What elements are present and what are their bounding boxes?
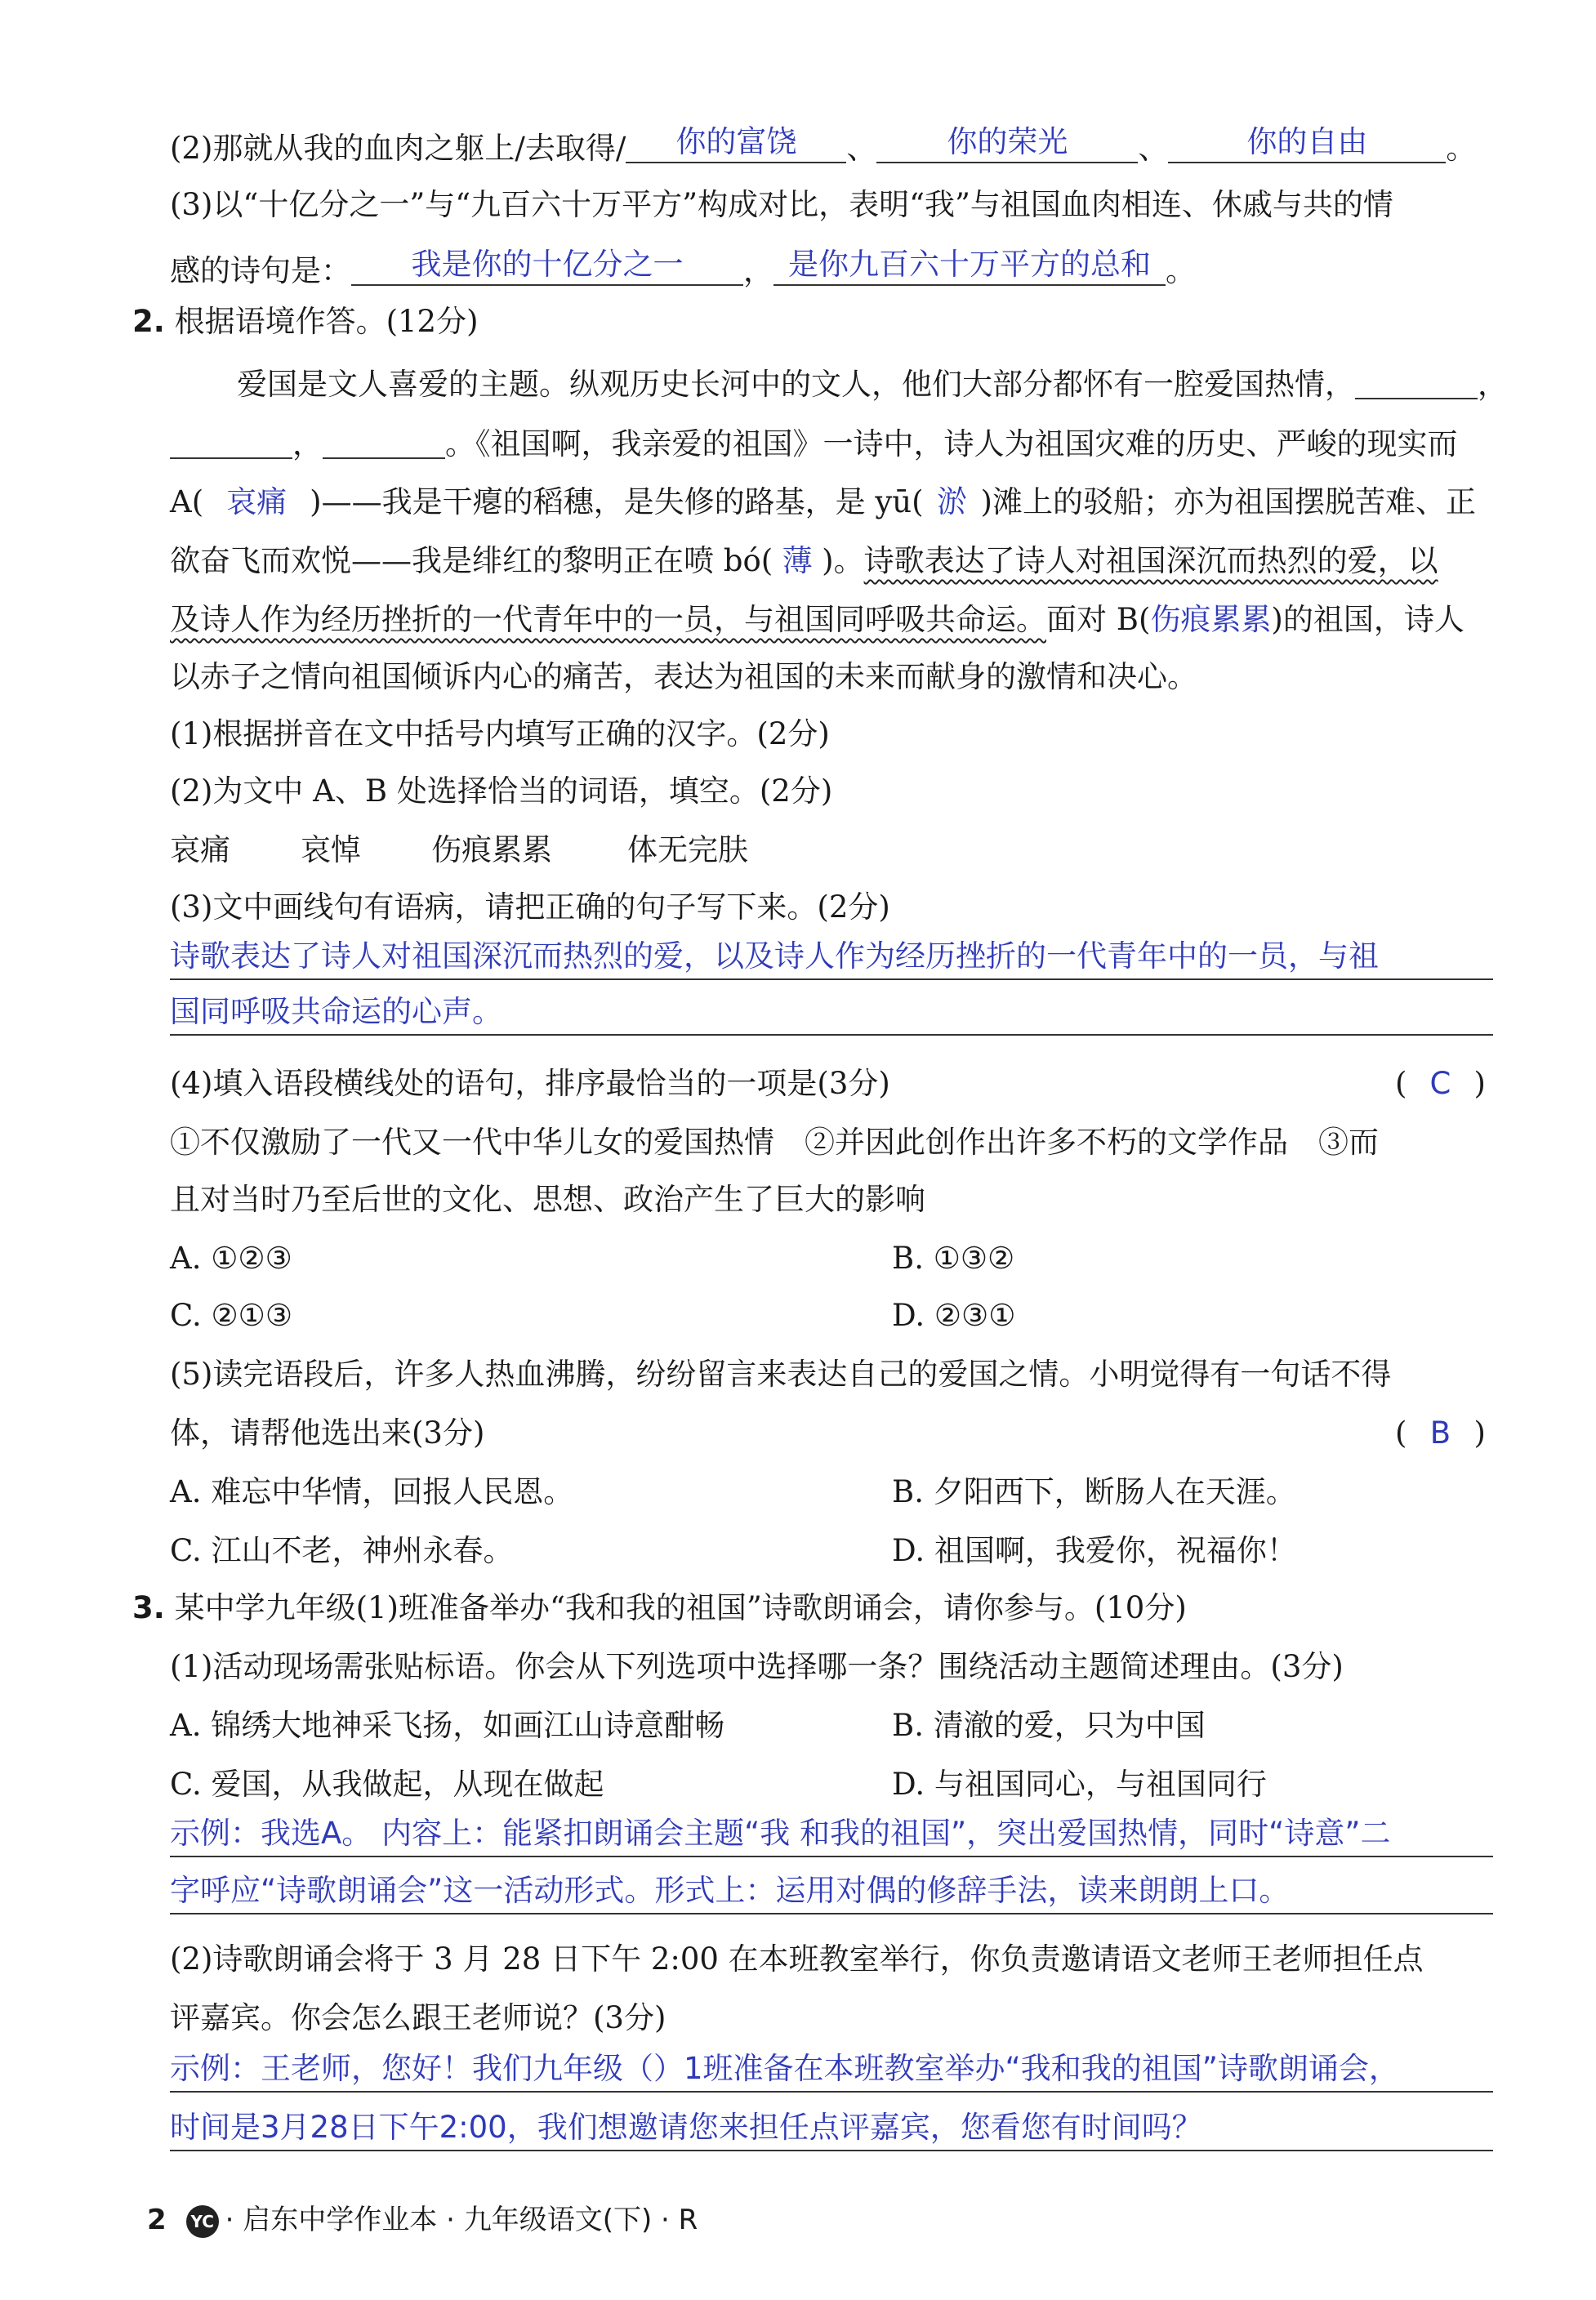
q2-sub4-choice[interactable]: C	[1429, 1066, 1451, 1101]
answer-rule	[170, 1913, 1493, 1914]
q2-para-line2	[170, 426, 1458, 461]
para-text: )滩上的驳船；亦为祖国摆脱苦难、正	[980, 484, 1476, 519]
q2-title-text: 根据语境作答。(12分)	[174, 304, 479, 339]
q3-sub2-answer-line1[interactable]: 示例：王老师，您好！我们九年级（）1班准备在本班教室举办“我和我的祖国”诗歌朗诵会，	[170, 2051, 1399, 2086]
q2-sub4-text-line1: ①不仅激励了一代又一代中华儿女的爱国热情 ②并因此创作出许多不朽的文学作品 ③而	[170, 1125, 1379, 1160]
option-c[interactable]: C. 爱国，从我做起，从现在做起	[170, 1767, 604, 1802]
q2-sub4-text-line2: 且对当时乃至后世的文化、思想、政治产生了巨大的影响	[170, 1182, 925, 1217]
q2-sub5-line2: 体，请帮他选出来(3分)	[170, 1415, 485, 1451]
word-option: 伤痕累累	[431, 832, 552, 867]
q1-p3-prefix: 感的诗句是：	[170, 253, 351, 289]
para-text: )——我是干瘪的稻穗，是失修的路基，是 yū(	[310, 484, 924, 519]
q3-sub1: (1)活动现场需张贴标语。你会从下列选项中选择哪一条？围绕活动主题简述理由。(3分)	[170, 1649, 1344, 1684]
sep: 、	[846, 131, 877, 167]
q2-sub3-answer-line2[interactable]: 国同呼吸共命运的心声。	[170, 994, 502, 1029]
q2-sub3: (3)文中画线句有语病，请把正确的句子写下来。(2分)	[170, 889, 890, 925]
option-c[interactable]: C. ②①③	[170, 1298, 293, 1333]
para-text: A(	[170, 484, 204, 519]
q2-word-list	[170, 832, 748, 867]
answer-rule	[170, 2091, 1493, 2093]
option-d[interactable]: D. 祖国啊，我爱你，祝福你！	[892, 1533, 1297, 1568]
q1-part2	[170, 123, 1477, 167]
q2-blank-3[interactable]	[323, 457, 445, 459]
q2-sub2: (2)为文中 A、B 处选择恰当的词语，填空。(2分)	[170, 773, 833, 809]
q3-sub1-answer-line2[interactable]: 字呼应“诗歌朗诵会”这一活动形式。形式上：运用对偶的修辞手法，读来朗朗上口。	[170, 1873, 1290, 1908]
sep: 、	[1138, 131, 1169, 167]
q3-title-text: 某中学九年级(1)班准备举办“我和我的祖国”诗歌朗诵会，请你参与。(10分)	[174, 1590, 1187, 1625]
para-text: 爱国是文人喜爱的主题。纵观历史长河中的文人，他们大部分都怀有一腔爱国热情，	[237, 367, 1355, 402]
q2-fill-bo[interactable]: 薄	[782, 543, 813, 578]
page-footer	[147, 2197, 698, 2238]
end-punct: 。	[1166, 253, 1196, 289]
sep: ，	[743, 253, 773, 289]
sep: ，	[1478, 367, 1508, 402]
para-text: )的祖国，诗人	[1271, 602, 1464, 637]
q2-para-line1	[237, 367, 1508, 402]
q2-fill-yu[interactable]: 淤	[937, 484, 968, 519]
answer-rule	[170, 2150, 1493, 2151]
q2-para-line6: 以赤子之情向祖国倾诉内心的痛苦，表达为祖国的未来而献身的激情和决心。	[170, 659, 1197, 694]
para-text: )。	[822, 543, 864, 578]
option-b[interactable]: B. 清澈的爱，只为中国	[892, 1708, 1206, 1743]
q3-number: 3.	[132, 1590, 165, 1625]
q2-sub5-choice[interactable]: B	[1429, 1415, 1451, 1451]
option-b[interactable]: B. 夕阳西下，断肠人在天涯。	[892, 1474, 1296, 1509]
end-punct: 。	[1446, 131, 1477, 167]
q2-blank-1[interactable]	[1355, 398, 1478, 399]
q2-fill-a[interactable]: 哀痛	[226, 484, 288, 519]
q1-p3-answer-1[interactable]: 我是你的十亿分之一	[351, 245, 743, 286]
para-text: 面对 B(	[1046, 602, 1151, 637]
word-option: 哀痛	[170, 832, 230, 867]
q3-sub2-line2: 评嘉宾。你会怎么跟王老师说？(3分)	[170, 2000, 666, 2035]
q2-sub4-answer-bracket: ( C )	[1395, 1066, 1486, 1101]
q2-para-line3	[170, 484, 1476, 519]
q1-part3-line2	[170, 245, 1196, 289]
q2-fill-b[interactable]: 伤痕累累	[1150, 602, 1272, 637]
option-a[interactable]: A. 锦绣大地神采飞扬，如画江山诗意酣畅	[170, 1708, 725, 1743]
q1-part3-line1: (3)以“十亿分之一”与“九百六十万平方”构成对比，表明“我”与祖国血肉相连、休戚与共的情	[170, 187, 1393, 222]
q2-para-line5	[170, 604, 1464, 635]
q2-sub1: (1)根据拼音在文中括号内填写正确的汉字。(2分)	[170, 716, 830, 751]
q2-number: 2.	[132, 304, 165, 339]
q2-sub4: (4)填入语段横线处的语句，排序最恰当的一项是(3分)	[170, 1066, 890, 1101]
option-d[interactable]: D. ②③①	[892, 1298, 1016, 1333]
q2-sub5-answer-bracket: ( B )	[1395, 1415, 1486, 1451]
q3-sub1-answer-line1[interactable]: 示例：我选A。 内容上：能紧扣朗诵会主题“我 和我的祖国”，突出爱国热情，同时“诗意”二	[170, 1816, 1391, 1851]
q1-answer-3[interactable]: 你的自由	[1168, 123, 1446, 163]
q2-para-line4	[170, 543, 1438, 578]
option-d[interactable]: D. 与祖国同心，与祖国同行	[892, 1767, 1267, 1802]
q3-title	[132, 1590, 1187, 1625]
footer-text: · 启东中学作业本 · 九年级语文(下) · R	[225, 2204, 698, 2236]
q2-title	[132, 306, 479, 337]
option-c[interactable]: C. 江山不老，神州永春。	[170, 1533, 514, 1568]
q2-blank-2[interactable]	[170, 457, 292, 459]
answer-rule	[170, 1856, 1493, 1857]
page-number: 2	[147, 2204, 167, 2236]
q1-answer-1[interactable]: 你的富饶	[626, 123, 846, 163]
q2-sub3-answer-line1[interactable]: 诗歌表达了诗人对祖国深沉而热烈的爱，以及诗人作为经历挫折的一代青年中的一员，与祖	[170, 938, 1379, 974]
publisher-logo-icon: YC	[186, 2205, 219, 2238]
underlined-sentence: 诗歌表达了诗人对祖国深沉而热烈的爱，以	[863, 543, 1438, 578]
option-b[interactable]: B. ①③②	[892, 1241, 1015, 1276]
q1-p3-answer-2[interactable]: 是你九百六十万平方的总和	[773, 245, 1166, 286]
word-option: 体无完肤	[627, 832, 748, 867]
sep: ，	[292, 426, 323, 461]
para-text: 欲奋飞而欢悦——我是绯红的黎明正在喷 bó(	[170, 543, 773, 578]
q1-answer-2[interactable]: 你的荣光	[876, 123, 1138, 163]
answer-rule	[170, 1034, 1493, 1036]
q2-sub5-line1: (5)读完语段后，许多人热血沸腾，纷纷留言来表达自己的爱国之情。小明觉得有一句话不得	[170, 1357, 1392, 1392]
option-a[interactable]: A. ①②③	[170, 1241, 292, 1276]
underlined-sentence: 及诗人作为经历挫折的一代青年中的一员，与祖国同呼吸共命运。	[170, 602, 1046, 637]
para-text: 。《祖国啊，我亲爱的祖国》一诗中，诗人为祖国灾难的历史、严峻的现实而	[445, 426, 1458, 461]
word-option: 哀悼	[301, 832, 361, 867]
answer-rule	[170, 978, 1493, 980]
q3-sub2-answer-line2[interactable]: 时间是3月28日下午2:00，我们想邀请您来担任点评嘉宾，您看您有时间吗？	[170, 2110, 1202, 2145]
q3-sub2-line1: (2)诗歌朗诵会将于 3 月 28 日下午 2:00 在本班教室举行，你负责邀请语文老师王老师担任点	[170, 1941, 1424, 1977]
option-a[interactable]: A. 难忘中华情，回报人民恩。	[170, 1474, 574, 1509]
q1-p2-prefix: (2)那就从我的血肉之躯上/去取得/	[170, 131, 626, 167]
